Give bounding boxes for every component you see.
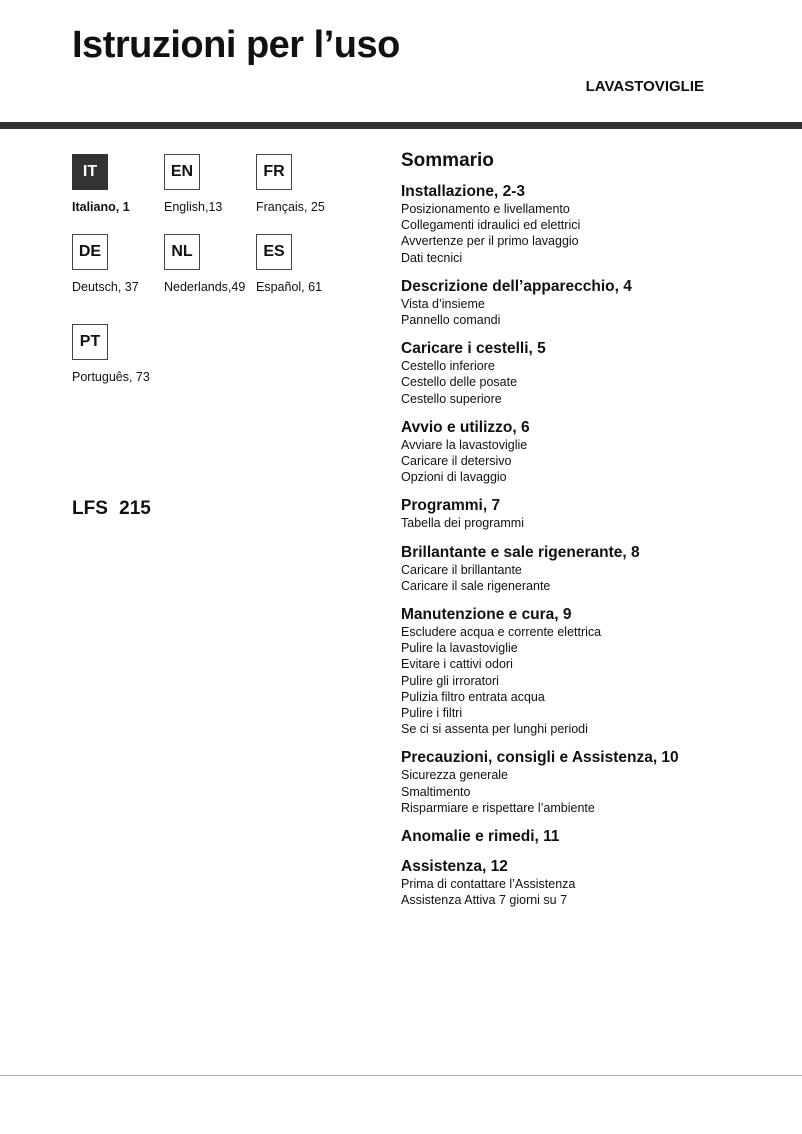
language-code-button[interactable]: NL <box>164 234 200 270</box>
toc-section <box>401 543 781 594</box>
language-code-button[interactable]: PT <box>72 324 108 360</box>
toc-item: Caricare il brillantante <box>401 562 522 577</box>
toc-item: Vista d’insieme <box>401 296 485 311</box>
model-number: LFS 215 <box>72 498 151 519</box>
toc-item: Pulire la lavastoviglie <box>401 641 518 656</box>
toc-item: Cestello superiore <box>401 391 502 406</box>
language-pt <box>72 324 162 384</box>
language-it <box>72 154 162 214</box>
language-page-label: Italiano, 1 <box>72 200 130 214</box>
language-page-label: English,13 <box>164 200 223 214</box>
toc-item: Collegamenti idraulici ed elettrici <box>401 218 581 233</box>
toc-item: Evitare i cattivi odori <box>401 657 513 672</box>
toc-item: Escludere acqua e corrente elettrica <box>401 625 602 640</box>
toc-item: Prima di contattare l’Assistenza <box>401 877 576 892</box>
toc-section <box>401 857 781 908</box>
toc-item: Avviare la lavastoviglie <box>401 437 528 452</box>
toc-section <box>401 418 781 486</box>
toc-item: Cestello inferiore <box>401 359 495 374</box>
toc-item: Dati tecnici <box>401 250 463 265</box>
toc-item: Se ci si assenta per lunghi periodi <box>401 722 588 737</box>
toc-section <box>401 277 781 328</box>
toc-heading: Sommario <box>401 150 494 171</box>
language-de <box>72 234 162 294</box>
toc-item: Pannello comandi <box>401 313 501 328</box>
toc-section-title: Assistenza, 12 <box>401 858 508 876</box>
toc-item: Risparmiare e rispettare l’ambiente <box>401 800 595 815</box>
toc-section <box>401 827 781 846</box>
toc-section <box>401 605 781 737</box>
toc-item: Sicurezza generale <box>401 768 509 783</box>
language-en <box>164 154 254 214</box>
toc-section-title: Manutenzione e cura, 9 <box>401 606 572 624</box>
language-fr <box>256 154 346 214</box>
toc-item: Pulire gli irroratori <box>401 673 499 688</box>
language-code-button[interactable]: EN <box>164 154 200 190</box>
toc-section-title: Precauzioni, consigli e Assistenza, 10 <box>401 749 679 767</box>
toc-item: Caricare il sale rigenerante <box>401 578 551 593</box>
toc-item: Avvertenze per il primo lavaggio <box>401 234 579 249</box>
header-divider <box>0 122 802 129</box>
language-page-label: Français, 25 <box>256 200 325 214</box>
toc-section-title: Installazione, 2-3 <box>401 183 526 200</box>
toc-item: Pulizia filtro entrata acqua <box>401 689 545 704</box>
toc-item: Tabella dei programmi <box>401 516 524 531</box>
language-page-label: Português, 73 <box>72 370 150 384</box>
language-code-button[interactable]: IT <box>72 154 108 190</box>
toc-item: Smaltimento <box>401 784 471 799</box>
language-page-label: Deutsch, 37 <box>72 280 139 294</box>
toc-section-title: Programmi, 7 <box>401 497 501 515</box>
toc-item: Opzioni di lavaggio <box>401 470 507 485</box>
toc-section-title: Avvio e utilizzo, 6 <box>401 418 530 436</box>
table-of-contents <box>401 150 781 919</box>
language-es <box>256 234 346 294</box>
product-type: LAVASTOVIGLIE <box>585 78 704 95</box>
toc-item: Caricare il detersivo <box>401 454 512 469</box>
toc-item: Assistenza Attiva 7 giorni su 7 <box>401 893 568 908</box>
toc-section <box>401 496 781 531</box>
language-nl <box>164 234 254 294</box>
document-title: Istruzioni per l’uso <box>72 24 400 66</box>
language-page-label: Español, 61 <box>256 280 323 294</box>
toc-section-title: Anomalie e rimedi, 11 <box>401 828 560 846</box>
toc-item: Pulire i filtri <box>401 706 463 721</box>
toc-item: Posizionamento e livellamento <box>401 202 570 216</box>
toc-section-title: Brillantante e sale rigenerante, 8 <box>401 543 640 561</box>
toc-section-title: Caricare i cestelli, 5 <box>401 340 546 358</box>
toc-section <box>401 748 781 816</box>
toc-section-title: Descrizione dell’apparecchio, 4 <box>401 277 632 295</box>
language-code-button[interactable]: ES <box>256 234 292 270</box>
toc-item: Cestello delle posate <box>401 375 518 390</box>
language-code-button[interactable]: FR <box>256 154 292 190</box>
language-page-label: Nederlands,49 <box>164 280 246 294</box>
footer-divider <box>0 1075 802 1076</box>
language-code-button[interactable]: DE <box>72 234 108 270</box>
toc-section <box>401 182 781 266</box>
toc-section <box>401 339 781 407</box>
